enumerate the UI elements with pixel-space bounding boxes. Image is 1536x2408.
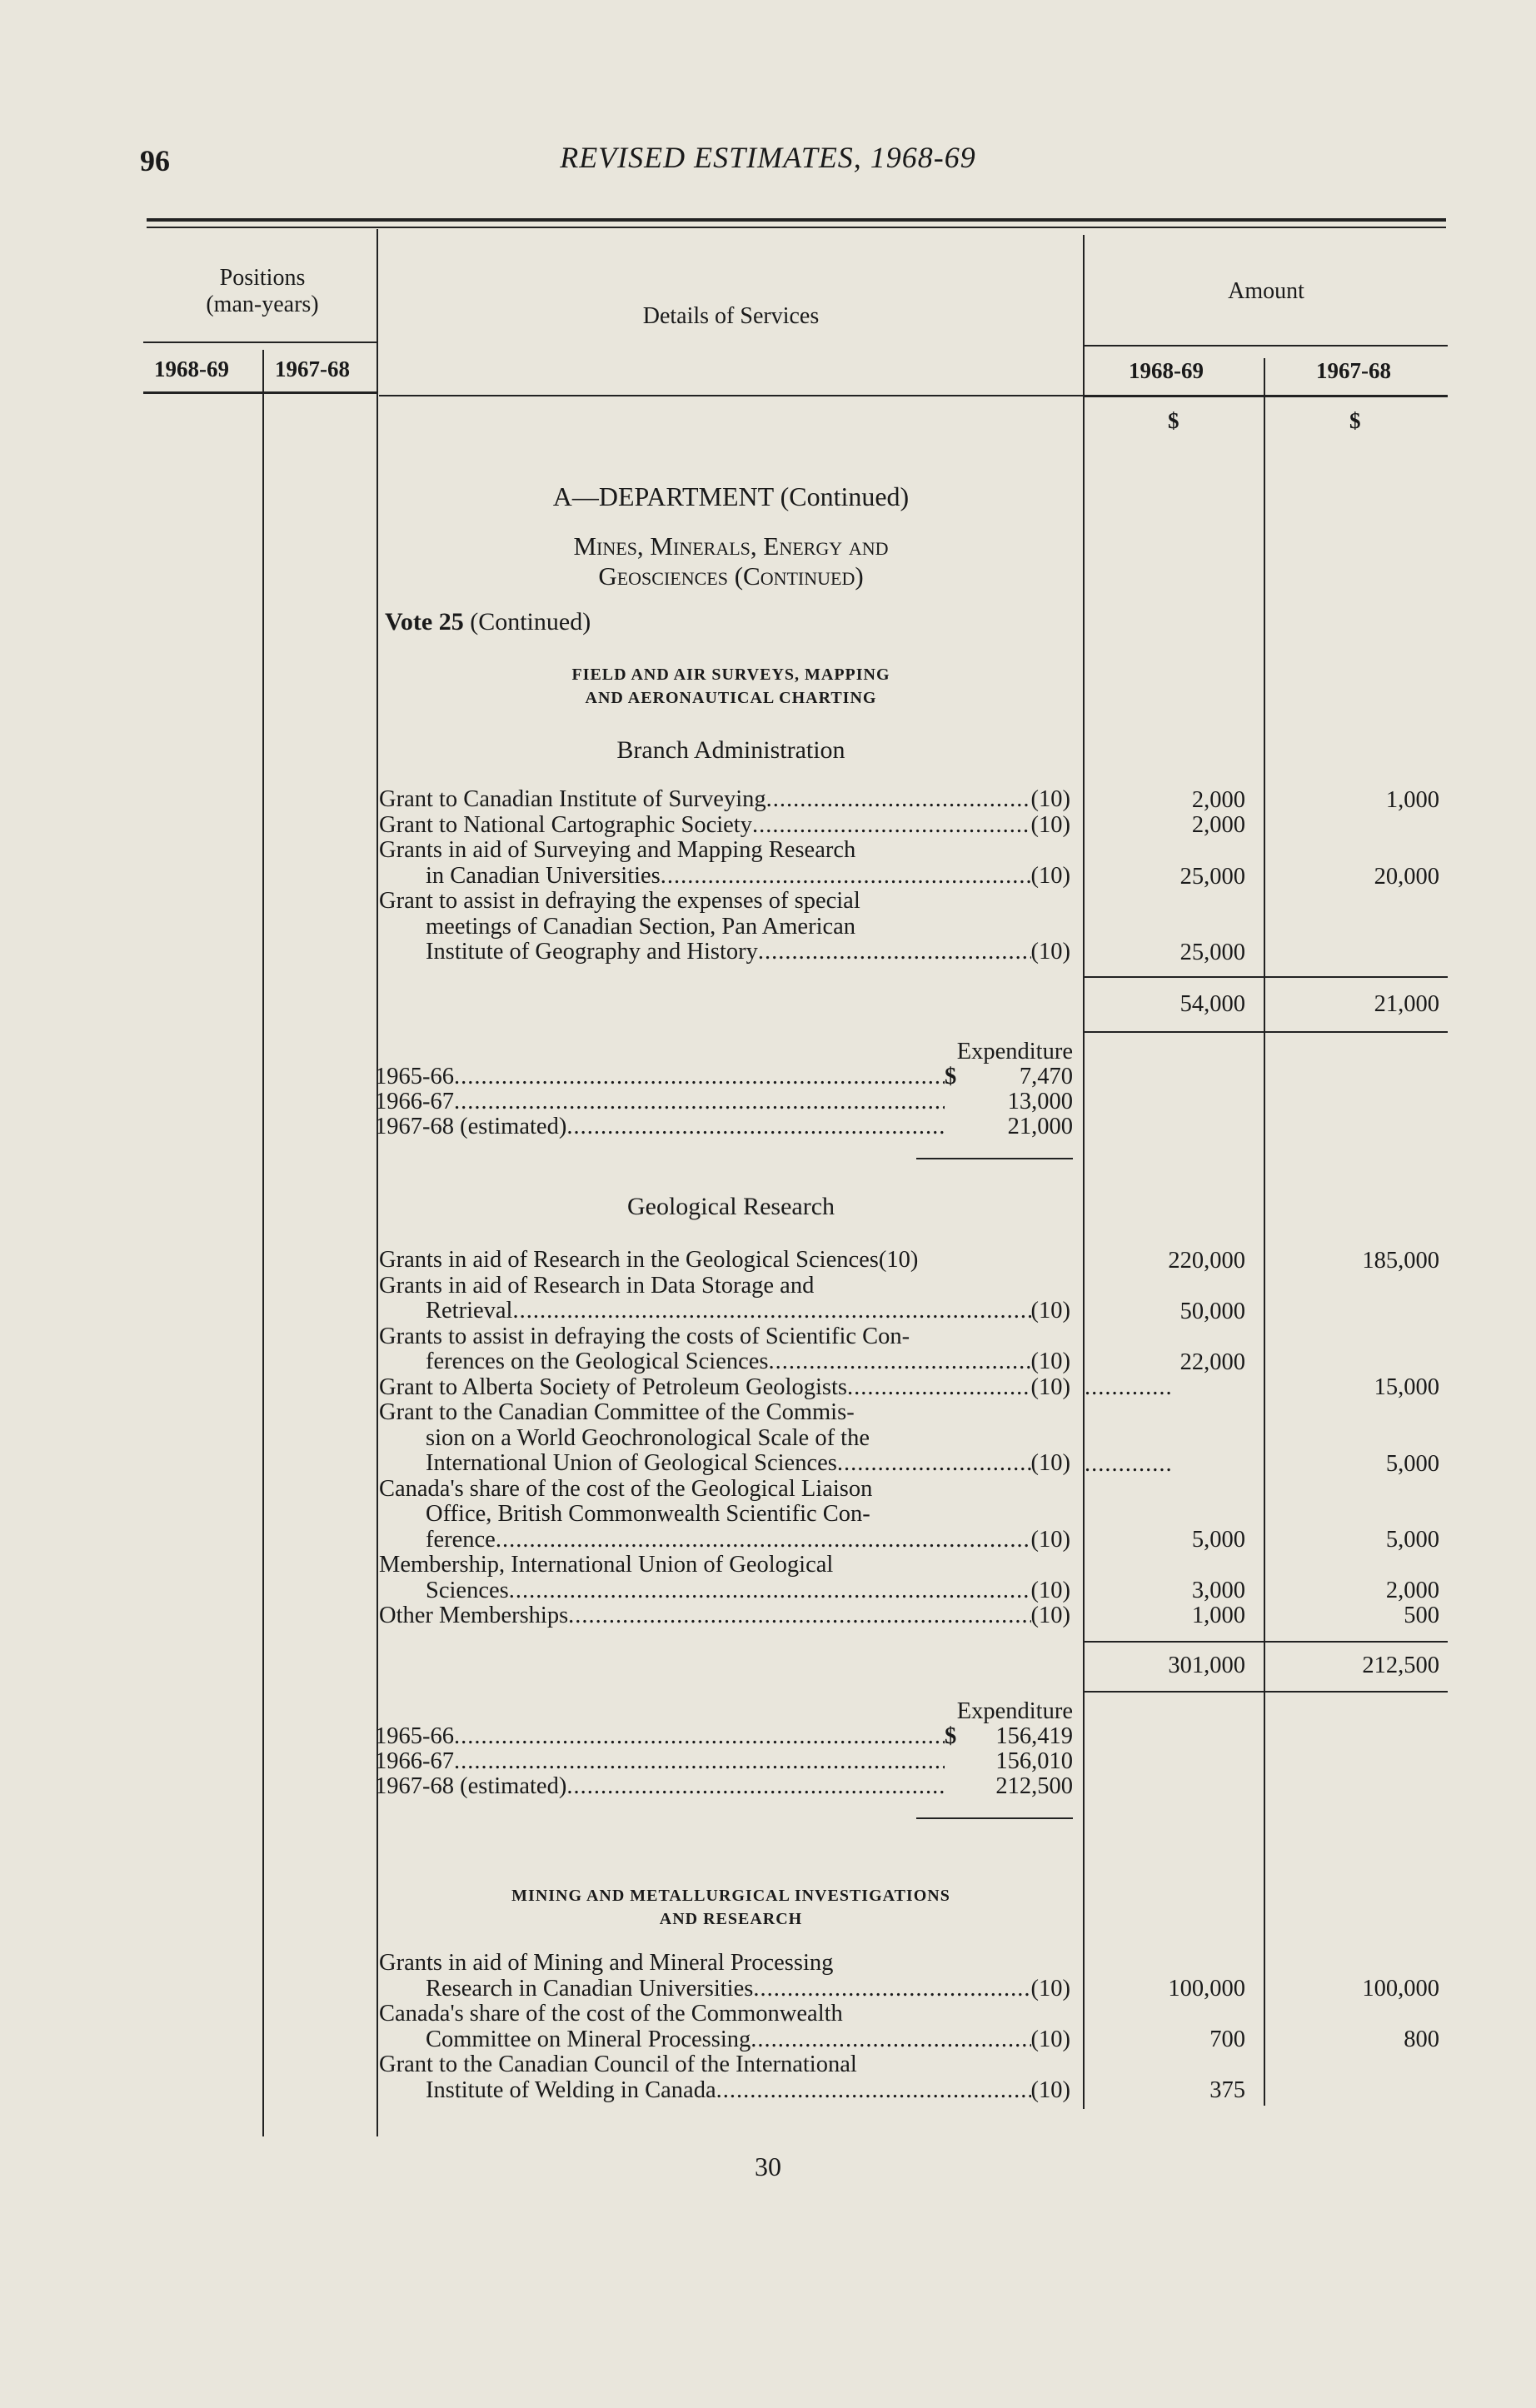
header-bottom-rule-right xyxy=(1085,395,1448,397)
positions-label: Positions xyxy=(219,265,306,291)
list-item: Committee on Mineral Processing ..... (10) xyxy=(379,2027,1070,2053)
amount-cell: 185,000 xyxy=(1362,1248,1439,1274)
vote-label xyxy=(385,608,591,636)
branch-heading xyxy=(379,531,1083,591)
vote-number: Vote 25 xyxy=(385,608,464,636)
table-row: 1965-66 ..... $ 7,470 xyxy=(375,1064,1073,1089)
table-row: 1967-68 (estimated) ..... 212,500 xyxy=(375,1774,1073,1799)
header-bottom-rule-left xyxy=(143,391,377,394)
amount-cell: 15,000 xyxy=(1374,1374,1439,1400)
geological-items xyxy=(379,1248,1070,1629)
subtotal-a: 54,000 xyxy=(1179,991,1245,1017)
amount-cell: 3,000 xyxy=(1191,1578,1245,1603)
subtotal-b: 21,000 xyxy=(1374,991,1439,1017)
field-heading-line1: FIELD AND AIR SURVEYS, MAPPING xyxy=(571,666,890,684)
list-item: International Union of Geological Sciences ..... (10) xyxy=(379,1451,1070,1477)
amount-cell: 20,000 xyxy=(1374,864,1439,890)
branch-heading-line1: Mines, Minerals, Energy and xyxy=(573,531,889,561)
expenditure-label: Expenditure xyxy=(956,1698,1073,1724)
amount-cell-empty: ............. xyxy=(1085,1374,1173,1400)
amount-cell: 5,000 xyxy=(1385,1527,1439,1553)
branch-heading-line2: Geosciences (Continued) xyxy=(598,561,864,591)
list-item: Grants in aid of Mining and Mineral Processing xyxy=(379,1950,834,1976)
amount-cell: 2,000 xyxy=(1191,787,1245,813)
branch-admin-items xyxy=(379,787,1070,965)
positions-heading xyxy=(150,265,375,318)
list-item: Grant to the Canadian Council of the International xyxy=(379,2052,857,2077)
amount-subrule xyxy=(1085,345,1448,346)
list-item: Institute of Geography and History ..... (10) xyxy=(379,940,1070,965)
list-item: Grants to assist in defraying the costs of Scientific Con- xyxy=(379,1323,910,1349)
list-item: Research in Canadian Universities ..... (10) xyxy=(379,1977,1070,2002)
details-heading: Details of Services xyxy=(642,303,820,329)
positions-sub-label: (man-years) xyxy=(206,292,319,317)
subtotal-bottom-rule xyxy=(1085,1691,1448,1693)
amount-cell: 700 xyxy=(1209,2027,1245,2052)
list-item: Canada's share of the cost of the Commonwealth xyxy=(379,2001,843,2027)
amount-cell: 5,000 xyxy=(1191,1527,1245,1553)
list-item: Sciences ..... (10) xyxy=(379,1578,1070,1604)
amount-cell: 25,000 xyxy=(1179,940,1245,965)
list-item: Other Memberships ..... (10) xyxy=(379,1603,1070,1629)
pos-year-b: 1967-68 xyxy=(275,356,350,381)
mining-heading-line2: AND RESEARCH xyxy=(659,1910,803,1928)
expenditure-table xyxy=(375,1699,1073,1799)
dollar-sign-a: $ xyxy=(1168,408,1179,433)
subtotal-bottom-rule xyxy=(1085,1031,1448,1033)
table-row: 1965-66 ..... $ 156,419 xyxy=(375,1724,1073,1749)
field-heading-line2: AND AERONAUTICAL CHARTING xyxy=(585,689,877,707)
subtotal-rule xyxy=(1085,1641,1448,1643)
department-heading: A—DEPARTMENT (Continued) xyxy=(552,481,910,511)
running-title: REVISED ESTIMATES, 1968-69 xyxy=(560,141,976,174)
vrule-details-left xyxy=(377,229,378,2136)
amount-cell: 800 xyxy=(1404,2027,1439,2052)
list-item: sion on a World Geochronological Scale of the xyxy=(426,1424,870,1451)
amount-cell: 2,000 xyxy=(1191,812,1245,838)
expenditure-table xyxy=(375,1039,1073,1139)
list-item: Grant to National Cartographic Society ..... (10) xyxy=(379,813,1070,839)
vrule-pos-split xyxy=(262,350,264,2136)
list-item: Canada's share of the cost of the Geological Liaison xyxy=(379,1475,873,1502)
subtotal-b: 212,500 xyxy=(1362,1653,1439,1678)
list-item: Grants in aid of Research in the Geological Sciences (10) xyxy=(379,1247,919,1273)
dollar-sign-b: $ xyxy=(1349,408,1361,433)
list-item: Grant to the Canadian Committee of the Commis- xyxy=(379,1399,855,1425)
mining-heading xyxy=(379,1884,1083,1931)
subtotal-rule xyxy=(1085,976,1448,978)
list-item: Office, British Commonwealth Scientific Con- xyxy=(426,1501,870,1527)
list-item: ferences on the Geological Sciences ..... (10) xyxy=(379,1349,1070,1375)
amount-cell: 5,000 xyxy=(1385,1451,1439,1477)
amount-cell: 500 xyxy=(1404,1603,1439,1628)
top-rule xyxy=(147,218,1446,222)
amount-cell: 375 xyxy=(1209,2077,1245,2103)
list-item: in Canadian Universities ..... (10) xyxy=(379,864,1070,890)
amount-cell: 100,000 xyxy=(1362,1976,1439,2002)
geological-heading: Geological Research xyxy=(626,1193,835,1220)
list-item: Institute of Welding in Canada ..... (10) xyxy=(379,2078,1070,2104)
list-item: Grant to Alberta Society of Petroleum Geologists ..... (10) xyxy=(379,1375,1070,1401)
pos-year-a: 1968-69 xyxy=(154,356,229,381)
amt-year-b: 1967-68 xyxy=(1316,358,1391,383)
subtotal-a: 301,000 xyxy=(1168,1653,1245,1678)
amount-cell: 25,000 xyxy=(1179,864,1245,890)
mining-items xyxy=(379,1951,1070,2103)
list-item: Grant to assist in defraying the expenses of special xyxy=(379,888,860,914)
expenditure-rule xyxy=(916,1817,1073,1819)
list-item: Grants in aid of Surveying and Mapping Research xyxy=(379,837,856,863)
amount-cell: 220,000 xyxy=(1168,1248,1245,1274)
list-item: Membership, International Union of Geological xyxy=(379,1552,834,1578)
positions-subrule xyxy=(143,342,377,343)
table-row: 1967-68 (estimated) ..... 21,000 xyxy=(375,1114,1073,1139)
amount-cell: 1,000 xyxy=(1385,787,1439,813)
header-bottom-rule-mid xyxy=(379,395,1087,396)
amount-cell: 1,000 xyxy=(1191,1603,1245,1628)
list-item: ference ..... (10) xyxy=(379,1528,1070,1553)
footer-number: 30 xyxy=(755,2151,781,2181)
branch-admin-heading: Branch Administration xyxy=(616,736,845,764)
amount-cell: 22,000 xyxy=(1179,1349,1245,1375)
vrule-details-right xyxy=(1083,235,1085,2109)
amount-cell: 50,000 xyxy=(1179,1299,1245,1324)
mining-heading-line1: MINING AND METALLURGICAL INVESTIGATIONS xyxy=(511,1887,950,1905)
top-rule-thin xyxy=(147,227,1446,228)
expenditure-rule xyxy=(916,1158,1073,1159)
table-row: 1966-67 ..... 156,010 xyxy=(375,1749,1073,1774)
table-row: 1966-67 ..... 13,000 xyxy=(375,1089,1073,1114)
vrule-amount-split xyxy=(1264,358,1265,2106)
vote-continued: (Continued) xyxy=(470,608,591,636)
amount-cell: 2,000 xyxy=(1385,1578,1439,1603)
expenditure-label: Expenditure xyxy=(956,1039,1073,1064)
list-item: Retrieval ..... (10) xyxy=(379,1299,1070,1324)
page-number: 96 xyxy=(140,144,170,177)
amount-cell: 100,000 xyxy=(1168,1976,1245,2002)
list-item: Grants in aid of Research in Data Storage and xyxy=(379,1272,815,1299)
list-item: Grant to Canadian Institute of Surveying ..... (10) xyxy=(379,787,1070,813)
field-surveys-heading xyxy=(379,663,1083,710)
amount-heading: Amount xyxy=(1228,278,1304,304)
amount-cell-empty: ............. xyxy=(1085,1451,1173,1477)
list-item: meetings of Canadian Section, Pan American xyxy=(426,913,856,940)
amt-year-a: 1968-69 xyxy=(1129,358,1204,383)
